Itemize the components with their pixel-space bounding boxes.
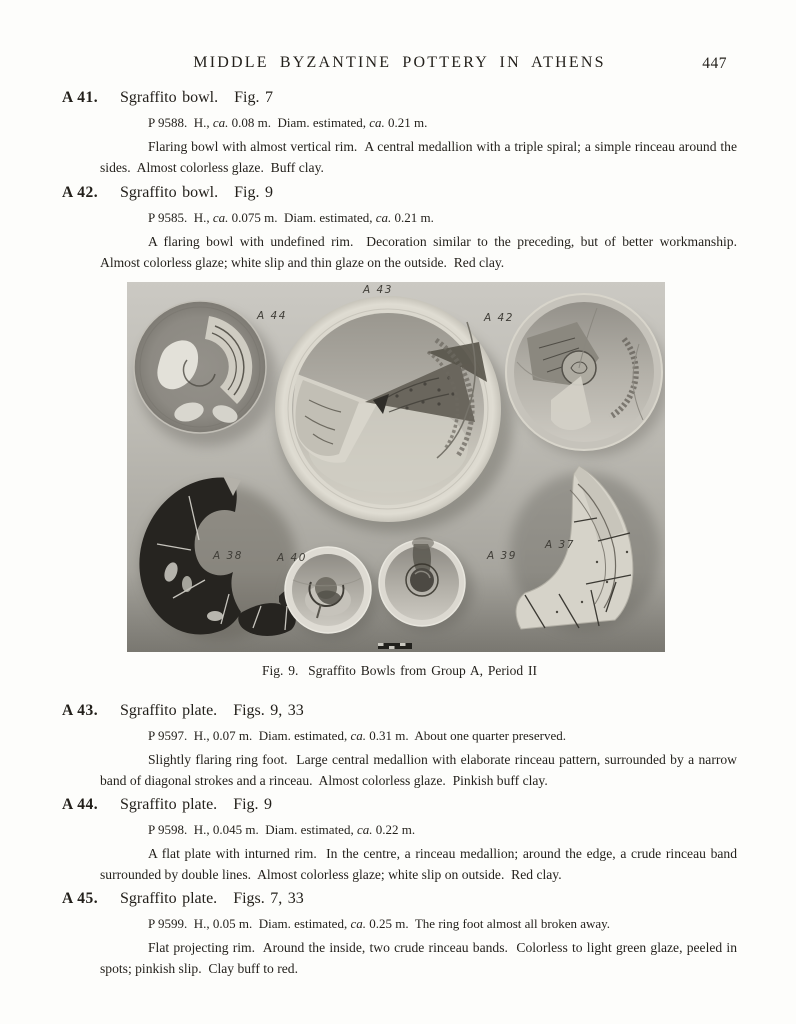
entry-heading xyxy=(62,701,737,720)
entry-measurements: P 9599. H., 0.05 m. Diam. estimated, ca. 0.25 m. The ring foot almost all broken away. xyxy=(148,916,611,931)
figure-caption: Fig. 9. Sgraffito Bowls from Group A, Period II xyxy=(262,663,537,678)
entry-figure-ref: Figs. 9, 33 xyxy=(233,702,304,719)
entry-description: Flaring bowl with almost vertical rim. A central medallion with a triple spiral; a simple rinceau around the sides. Almost colorless glaze. Buff clay. xyxy=(100,139,741,175)
running-head: MIDDLE BYZANTINE POTTERY IN ATHENS xyxy=(193,54,606,71)
photo-label-a38: A 38 xyxy=(213,550,243,562)
entry-title: Sgraffito plate. xyxy=(120,702,218,719)
photo-label-a44: A 44 xyxy=(257,310,287,322)
plate-a43 xyxy=(275,296,501,522)
entry-figure-ref: Fig. 9 xyxy=(233,796,273,813)
photo-label-a43: A 43 xyxy=(363,284,393,296)
entry-number: A 45. xyxy=(62,890,99,907)
bowl-a44 xyxy=(134,301,266,433)
entry-number: A 41. xyxy=(62,89,99,106)
entry-description: Slightly flaring ring foot. Large central medallion with elaborate rinceau pattern, surrounded by a narrow band of diagonal strokes and a rinceau. Almost colorless glaze. Pinkish buff clay. xyxy=(100,752,741,788)
entry-title: Sgraffito plate. xyxy=(120,796,218,813)
entry-number: A 42. xyxy=(62,184,99,201)
entry-description: A flat plate with inturned rim. In the centre, a rinceau medallion; around the edge, a crude rinceau band surrounded by double lines. Almost colorless glaze; white slip on outside. Red clay. xyxy=(100,846,741,882)
entry-figure-ref: Fig. 9 xyxy=(234,184,273,201)
catalog-entry-a45 xyxy=(62,889,741,979)
entry-heading xyxy=(62,795,737,814)
catalog-entry-a43 xyxy=(62,701,741,791)
entry-heading xyxy=(62,88,737,107)
catalog-entry-a41 xyxy=(62,88,741,178)
entry-measurements: P 9585. H., ca. 0.075 m. Diam. estimated, ca. 0.21 m. xyxy=(148,210,434,225)
pottery-photo-image xyxy=(127,282,665,652)
page-number: 447 xyxy=(702,55,727,72)
entry-number: A 44. xyxy=(62,796,99,813)
page-header xyxy=(62,54,737,74)
entry-description: Flat projecting rim. Around the inside, two crude rinceau bands. Colorless to light green glaze, peeled in spots; pinkish slip. Clay buff to red. xyxy=(100,940,741,976)
entry-measurements: P 9598. H., 0.045 m. Diam. estimated, ca. 0.22 m. xyxy=(148,822,416,837)
entry-title: Sgraffito plate. xyxy=(120,890,218,907)
bowl-a42 xyxy=(506,294,662,450)
entry-title: Sgraffito bowl. xyxy=(120,184,219,201)
entry-heading xyxy=(62,183,737,202)
photo-label-a42: A 42 xyxy=(484,312,514,324)
catalog-entry-a44 xyxy=(62,795,741,885)
entry-number: A 43. xyxy=(62,702,99,719)
entry-description: A flaring bowl with undefined rim. Decoration similar to the preceding, but of better workmanship. Almost colorless glaze; white slip and thin glaze on the outside. Red clay. xyxy=(100,234,744,270)
entry-title: Sgraffito bowl. xyxy=(120,89,219,106)
figure-photograph xyxy=(127,282,665,652)
photo-scale-bar xyxy=(378,643,412,649)
entry-heading xyxy=(62,889,737,908)
entry-measurements: P 9597. H., 0.07 m. Diam. estimated, ca. 0.31 m. About one quarter preserved. xyxy=(148,728,566,743)
entry-figure-ref: Fig. 7 xyxy=(234,89,273,106)
catalog-entry-a42 xyxy=(62,183,744,273)
photo-label-a39: A 39 xyxy=(487,550,517,562)
entry-figure-ref: Figs. 7, 33 xyxy=(233,890,304,907)
entry-measurements: P 9588. H., ca. 0.08 m. Diam. estimated, ca. 0.21 m. xyxy=(148,115,428,130)
photo-label-a37: A 37 xyxy=(545,539,575,551)
photo-label-a40: A 40 xyxy=(277,552,307,564)
